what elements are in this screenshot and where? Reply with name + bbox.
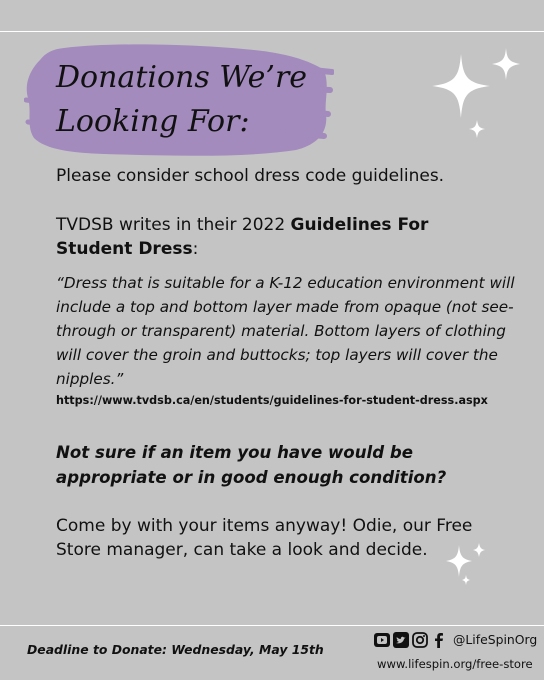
guidelines-link: https://www.tvdsb.ca/en/students/guidelines-for-student-dress.aspx [56, 394, 488, 407]
facebook-icon[interactable] [431, 632, 447, 648]
intro-text: Please consider school dress code guidelines. [56, 166, 445, 186]
sparkle-icon [492, 48, 520, 80]
page-title [56, 56, 307, 144]
twitter-icon[interactable] [393, 632, 409, 648]
tvdsb-prefix: TVDSB writes in their 2022 [56, 215, 291, 235]
tvdsb-suffix: : [192, 239, 199, 259]
sparkle-icon [469, 120, 485, 138]
tvdsb-statement [56, 213, 506, 261]
social-handle[interactable]: @LifeSpinOrg [453, 632, 538, 647]
sparkle-icon [446, 545, 472, 577]
sparkle-icon [462, 575, 470, 585]
sparkle-icon [473, 543, 485, 557]
condition-question: Not sure if an item you have would be appropriate or in good enough condition? [56, 443, 447, 487]
social-links [374, 632, 537, 648]
sparkle-icon [432, 54, 490, 118]
website-link[interactable]: www.lifespin.org/free-store [377, 657, 533, 671]
come-by-text: Come by with your items anyway! Odie, our Free Store manager, can take a look and decide. [56, 516, 473, 560]
title-line-1: Donations We’re [56, 60, 308, 95]
bottom-divider [0, 625, 544, 626]
donation-deadline: Deadline to Donate: Wednesday, May 15th [27, 642, 324, 657]
instagram-icon[interactable] [412, 632, 428, 648]
top-divider [0, 31, 544, 32]
title-line-2: Looking For: [56, 104, 250, 139]
dress-code-quote: “Dress that is suitable for a K-12 education environment will include a top and bottom layer made from opaque (not see-through or transparent) material. Bottom layers of clothing will cover the groin and buttocks; top layers will cover the nipples.” [56, 274, 515, 388]
youtube-icon[interactable] [374, 632, 390, 648]
guidelines-title: Guidelines For Student Dress [56, 215, 429, 259]
